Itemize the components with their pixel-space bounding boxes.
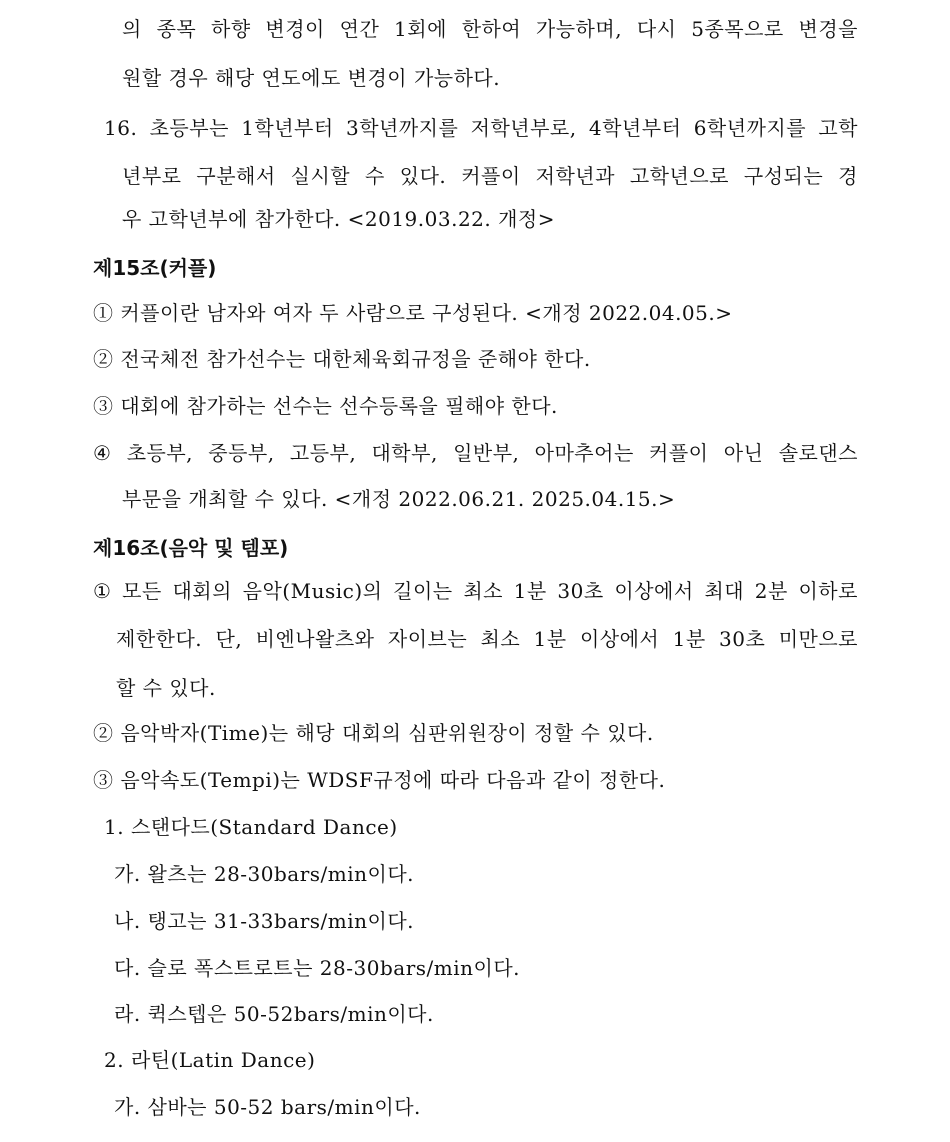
word: 하향 <box>211 17 251 41</box>
word: 최소 <box>480 627 521 651</box>
word: 있다. <box>399 164 447 188</box>
word: 5종목으로 <box>691 17 784 41</box>
article-16-para-1-line-1 <box>93 577 858 605</box>
word: 고등부, <box>289 441 357 465</box>
standard-quickstep-tempo: 라. 퀵스텝은 50-52bars/min이다. <box>114 1002 434 1026</box>
latin-samba-tempo: 가. 삼바는 50-52 bars/min이다. <box>114 1095 421 1119</box>
word: 변경이 <box>265 17 325 41</box>
word: 단, <box>215 627 243 651</box>
word: 1분 <box>533 627 567 651</box>
article-15-heading: 제15조(커플) <box>93 256 217 280</box>
word: 한하여 <box>461 17 522 41</box>
article-16-para-3: ③ 음악속도(Tempi)는 WDSF규정에 따라 다음과 같이 정한다. <box>93 768 666 792</box>
item-16-line-1 <box>104 114 858 142</box>
word: 솔로댄스 <box>778 441 858 465</box>
word: 변경을 <box>798 17 858 41</box>
word: 대회의 <box>172 579 232 603</box>
word: 다시 <box>636 17 677 41</box>
standard-tango-tempo: 나. 탱고는 31-33bars/min이다. <box>114 909 415 933</box>
article-16-para-2: ② 음악박자(Time)는 해당 대회의 심판위원장이 정할 수 있다. <box>93 721 654 745</box>
article-15-para-4-line-1 <box>93 439 858 467</box>
word: 1학년부터 <box>241 116 334 140</box>
word: 초등부는 <box>149 116 229 140</box>
word: 고학 <box>818 116 858 140</box>
word: 최소 <box>463 579 503 603</box>
word: 가능하며, <box>535 17 623 41</box>
item-15-continuation-line-2: 원할 경우 해당 연도에도 변경이 가능하다. <box>122 66 501 90</box>
article-15-para-1: ① 커플이란 남자와 여자 두 사람으로 구성된다. <개정 2022.04.05.> <box>93 301 733 325</box>
article-15-para-2: ② 전국체전 참가선수는 대한체육회규정을 준해야 한다. <box>93 347 591 371</box>
word: 1회에 <box>394 17 447 41</box>
word: 16. <box>104 116 138 140</box>
word: ① <box>93 579 112 603</box>
word: 커플이 <box>649 441 709 465</box>
word: 저학년부로, <box>470 116 577 140</box>
word: 연간 <box>339 17 380 41</box>
word: 최대 <box>704 579 745 603</box>
word: 수 <box>365 164 385 188</box>
word: 이상에서 <box>579 627 660 651</box>
standard-dance-title: 1. 스탠다드(Standard Dance) <box>104 815 398 839</box>
word: 구분해서 <box>196 164 276 188</box>
word: 의 <box>122 17 142 41</box>
word: 미만으로 <box>778 627 858 651</box>
word: 비엔나왈츠와 <box>255 627 375 651</box>
article-15-para-4-line-2: 부문을 개최할 수 있다. <개정 2022.06.21. 2025.04.15.> <box>122 487 676 511</box>
article-16-heading: 제16조(음악 및 템포) <box>93 536 289 560</box>
article-16-para-1-line-2 <box>116 625 858 653</box>
word: 길이는 <box>393 579 453 603</box>
word: 모든 <box>122 579 162 603</box>
word: 제한한다. <box>116 627 203 651</box>
word: 1분 <box>513 579 547 603</box>
word: 1분 <box>672 627 706 651</box>
word: 실시할 <box>290 164 351 188</box>
word: 커플이 <box>461 164 521 188</box>
article-16-para-1-line-3: 할 수 있다. <box>116 676 216 700</box>
standard-slowfox-tempo: 다. 슬로 폭스트로트는 28-30bars/min이다. <box>114 956 520 980</box>
word: 이하로 <box>798 579 858 603</box>
word: 저학년과 <box>535 164 615 188</box>
word: 4학년부터 <box>588 116 682 140</box>
word: 년부로 <box>122 164 182 188</box>
word: 초등부, <box>126 441 194 465</box>
word: 이상에서 <box>614 579 694 603</box>
word: 중등부, <box>208 441 275 465</box>
word: 아닌 <box>723 441 764 465</box>
item-16-line-3: 우 고학년부에 참가한다. <2019.03.22. 개정> <box>122 207 556 231</box>
word: 아마추어는 <box>534 441 634 465</box>
word: 경 <box>838 164 858 188</box>
word: 음악(Music)의 <box>242 579 383 603</box>
word: 6학년까지를 <box>693 116 807 140</box>
word: 구성되는 <box>743 164 824 188</box>
word: 대학부, <box>371 441 438 465</box>
word: 30초 <box>719 627 766 651</box>
item-15-continuation-line-1 <box>122 15 858 43</box>
word: 3학년까지를 <box>346 116 459 140</box>
word: 고학년으로 <box>629 164 729 188</box>
word: ④ <box>93 441 112 465</box>
article-15-para-3: ③ 대회에 참가하는 선수는 선수등록을 필해야 한다. <box>93 394 558 418</box>
word: 30초 <box>557 579 604 603</box>
word: 종목 <box>156 17 197 41</box>
word: 일반부, <box>453 441 520 465</box>
word: 자이브는 <box>387 627 468 651</box>
item-16-line-2 <box>122 162 858 190</box>
latin-dance-title: 2. 라틴(Latin Dance) <box>104 1048 316 1072</box>
word: 2분 <box>754 579 788 603</box>
standard-waltz-tempo: 가. 왈츠는 28-30bars/min이다. <box>114 862 415 886</box>
